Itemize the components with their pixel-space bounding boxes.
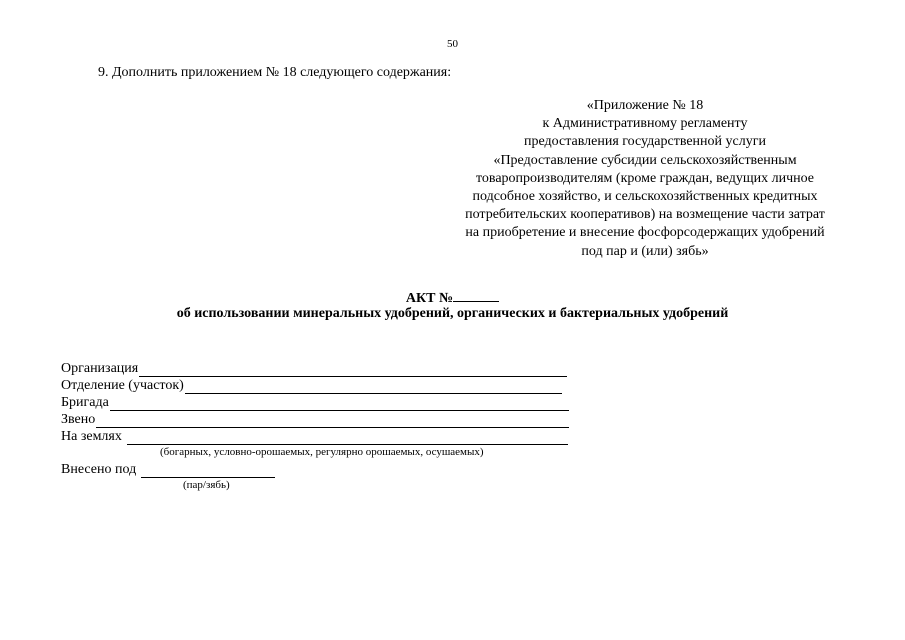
applied-label: Внесено под: [61, 462, 137, 477]
appendix-line: потребительских кооперативов) на возмещение части затрат: [465, 207, 825, 223]
appendix-line: к Административному регламенту: [542, 116, 748, 132]
appendix-line: предоставления государственной услуги: [524, 134, 766, 150]
organization-label: Организация: [61, 361, 139, 376]
act-title-text: АКТ №: [405, 291, 454, 306]
unit-row: [61, 411, 569, 428]
appendix-line: «Приложение № 18: [586, 98, 704, 113]
appendix-line: подсобное хозяйство, и сельскохозяйственных кредитных: [472, 189, 818, 205]
organization-row: [61, 360, 567, 377]
department-row: [61, 377, 562, 394]
amendment-intro: 9. Дополнить приложением № 18 следующего содержания:: [98, 65, 452, 80]
applied-row: [61, 461, 275, 478]
appendix-line: «Предоставление субсидии сельскохозяйственным: [493, 152, 797, 168]
act-subtitle: об использовании минеральных удобрений, органических и бактериальных удобрений: [176, 306, 729, 321]
page-number: 50: [447, 38, 458, 50]
act-title: [0, 288, 905, 307]
appendix-line: товаропроизводителям (кроме граждан, ведущих личное: [475, 170, 814, 186]
department-field[interactable]: [185, 380, 562, 394]
lands-field[interactable]: [127, 431, 568, 445]
organization-field[interactable]: [139, 363, 567, 377]
department-label: Отделение (участок): [61, 378, 184, 393]
appendix-line: на приобретение и внесение фосфорсодержащих удобрений: [465, 225, 825, 241]
applied-field[interactable]: [141, 464, 275, 478]
unit-label: Звено: [61, 412, 96, 427]
lands-label: На землях: [61, 429, 122, 444]
brigade-field[interactable]: [110, 397, 569, 411]
lands-row: [61, 428, 568, 445]
applied-hint: (пар/зябь): [183, 479, 230, 491]
act-number-blank[interactable]: [453, 288, 499, 302]
lands-hint: (богарных, условно-орошаемых, регулярно орошаемых, осушаемых): [160, 446, 484, 458]
unit-field[interactable]: [96, 414, 569, 428]
brigade-row: [61, 394, 569, 411]
brigade-label: Бригада: [61, 395, 109, 410]
appendix-line: под пар и (или) зябь»: [581, 243, 709, 259]
appendix-header: [430, 97, 860, 261]
